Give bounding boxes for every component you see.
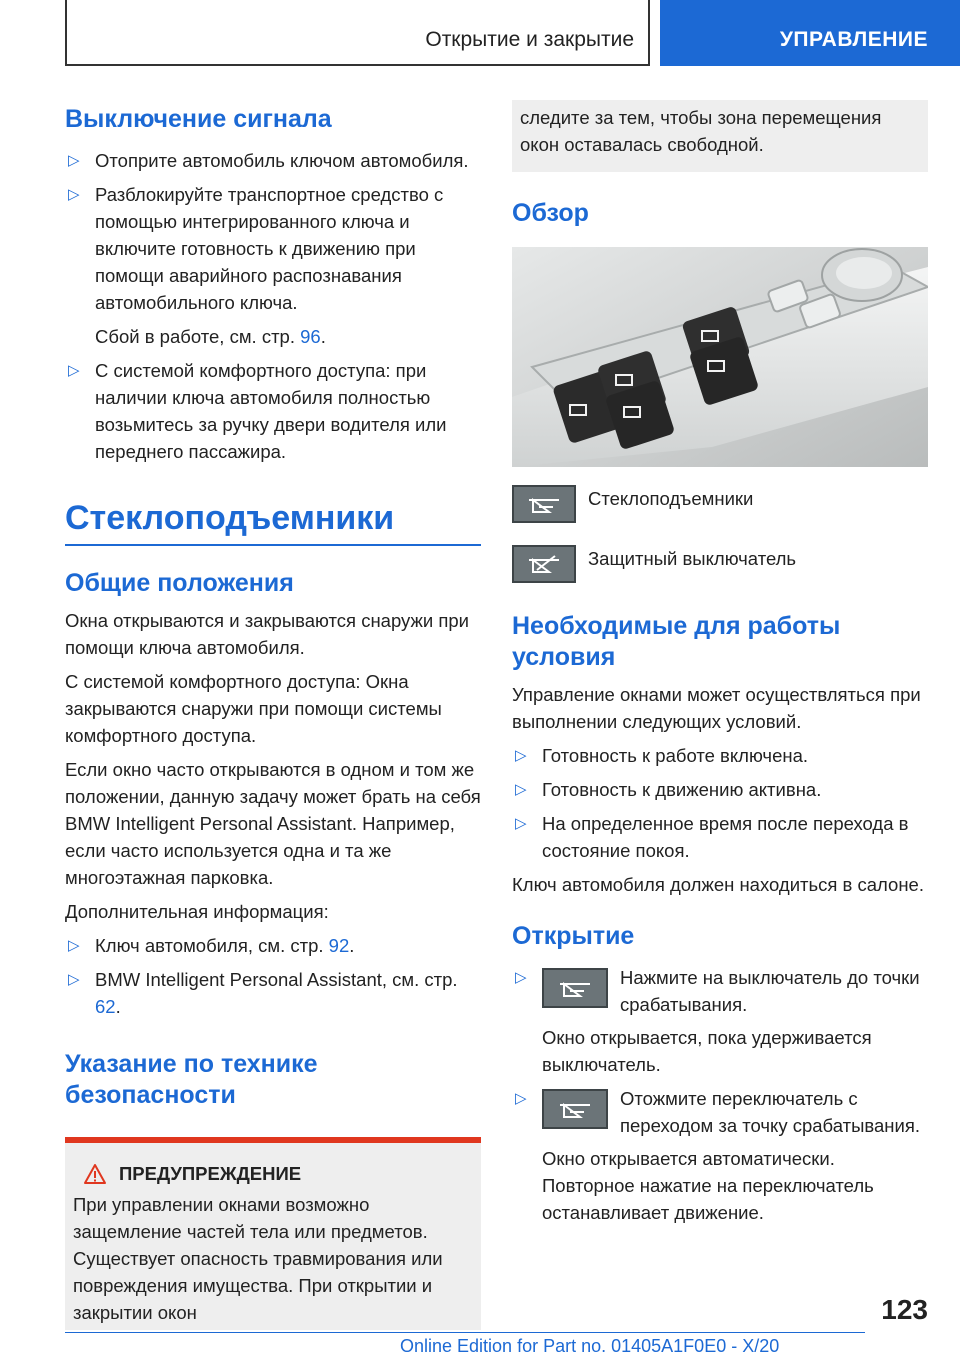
warning-label: ПРЕДУПРЕЖДЕНИЕ	[119, 1163, 302, 1184]
safety-heading: Указание по технике безопасности	[65, 1050, 318, 1109]
warning-text: При управлении окнами возможно защемление частей тела или предметов. Существует опасность травмирования или повреждения имущества. При открытии и закрытии окон	[73, 1194, 443, 1323]
page-link-92[interactable]: 92	[328, 935, 350, 956]
bullet-triangle-icon: ▷	[515, 781, 527, 798]
warning-title	[73, 1143, 473, 1191]
window-lifter-icon	[542, 1089, 608, 1129]
list-item: ▷ С системой комфортного доступа: при наличии ключа автомобиля полностью возьмитесь за ручку двери водителя или переднего пассажира.	[65, 357, 481, 465]
conditions-intro: Управление окнами может осуществляться при выполнении следующих условий.	[512, 684, 921, 732]
bullet-triangle-icon: ▷	[515, 815, 527, 832]
general-paragraph-2: С системой комфортного доступа: Окна закрываются снаружи при помощи системы комфортного доступа.	[65, 671, 442, 746]
opening-heading: Открытие	[512, 922, 635, 950]
list-item: ▷ Отоприте автомобиль ключом автомобиля.	[65, 147, 481, 174]
safety-switch-icon	[512, 545, 576, 583]
list-item: ▷ На определенное время после перехода в состояние покоя.	[512, 810, 928, 864]
bullet-triangle-icon: ▷	[68, 362, 80, 379]
bullet-triangle-icon: ▷	[515, 747, 527, 764]
header-section-title: Открытие и закрытие	[425, 28, 634, 51]
warning-box	[65, 1143, 481, 1330]
footer-rule	[65, 1332, 865, 1333]
warning-triangle-icon	[83, 1163, 107, 1185]
general-paragraph-4: Дополнительная информация:	[65, 901, 329, 922]
overview-heading: Обзор	[512, 199, 589, 227]
fault-reference: Сбой в работе, см. стр. 96.	[95, 326, 326, 347]
opening-step-2	[512, 1085, 928, 1139]
list-item: ▷ Готовность к работе включена.	[512, 742, 928, 769]
legend-safety-switch	[512, 545, 928, 583]
conditions-heading: Необходимые для работы условия	[512, 612, 841, 671]
right-column	[512, 100, 928, 1233]
left-column	[65, 100, 481, 1330]
list-item: ▷ BMW Intelligent Personal Assistant, см. стр. 62.	[65, 966, 481, 1020]
legend-window-lifters	[512, 485, 928, 523]
bullet-triangle-icon: ▷	[68, 971, 80, 988]
header-chapter-title: УПРАВЛЕНИЕ	[779, 28, 928, 51]
bullet-triangle-icon: ▷	[515, 969, 527, 986]
legend-label: Защитный выключатель	[588, 548, 797, 569]
bullet-triangle-icon: ▷	[515, 1090, 527, 1107]
warning-box-continued	[512, 100, 928, 172]
step-text: Отожмите переключатель с переходом за точку срабатывания.	[620, 1088, 921, 1136]
header-section-box	[65, 0, 650, 66]
list-item: ▷ Ключ автомобиля, см. стр. 92.	[65, 932, 481, 959]
general-heading: Общие положения	[65, 569, 294, 597]
window-lifter-icon	[542, 968, 608, 1008]
alarm-off-heading: Выключение сигнала	[65, 105, 332, 133]
page-number: 123	[881, 1294, 928, 1325]
window-switches-photo	[512, 247, 928, 467]
window-lifter-icon	[512, 485, 576, 523]
step-text: Нажмите на выключатель до точки срабатывания.	[620, 967, 920, 1015]
bullet-triangle-icon: ▷	[68, 186, 80, 203]
warning-text-continued: следите за тем, чтобы зона перемещения окон оставалась свободной.	[520, 107, 882, 155]
legend-label: Стеклоподъемники	[588, 488, 754, 509]
conditions-outro: Ключ автомобиля должен находиться в салоне.	[512, 874, 924, 895]
step-note: Окно открывается автоматически. Повторное нажатие на переключатель останавливает движение.	[542, 1148, 874, 1223]
page-link-62[interactable]: 62	[95, 996, 116, 1017]
general-paragraph-1: Окна открываются и закрываются снаружи при помощи ключа автомобиля.	[65, 610, 469, 658]
bullet-triangle-icon: ▷	[68, 937, 80, 954]
bullet-triangle-icon: ▷	[68, 152, 80, 169]
windows-heading: Стеклоподъемники	[65, 499, 395, 537]
footer-edition: Online Edition for Part no. 01405A1F0E0 - X/20	[400, 1336, 780, 1356]
opening-step-1	[512, 964, 928, 1018]
list-item: ▷ Готовность к движению активна.	[512, 776, 928, 803]
page-link-96[interactable]: 96	[300, 326, 321, 347]
header-chapter-tab	[660, 0, 960, 66]
general-paragraph-3: Если окно часто открываются в одном и том же положении, данную задачу может брать на себя BMW Intelligent Personal Assistant. Например, если часто используется одна и та же многоэтажная парковка.	[65, 759, 481, 888]
step-note: Окно открывается, пока удерживается выключатель.	[542, 1027, 872, 1075]
list-item: ▷ Разблокируйте транспортное средство с помощью интегрированного ключа и включите готовность к движению при помощи аварийного распознавания автомобильного ключа.	[65, 181, 481, 316]
